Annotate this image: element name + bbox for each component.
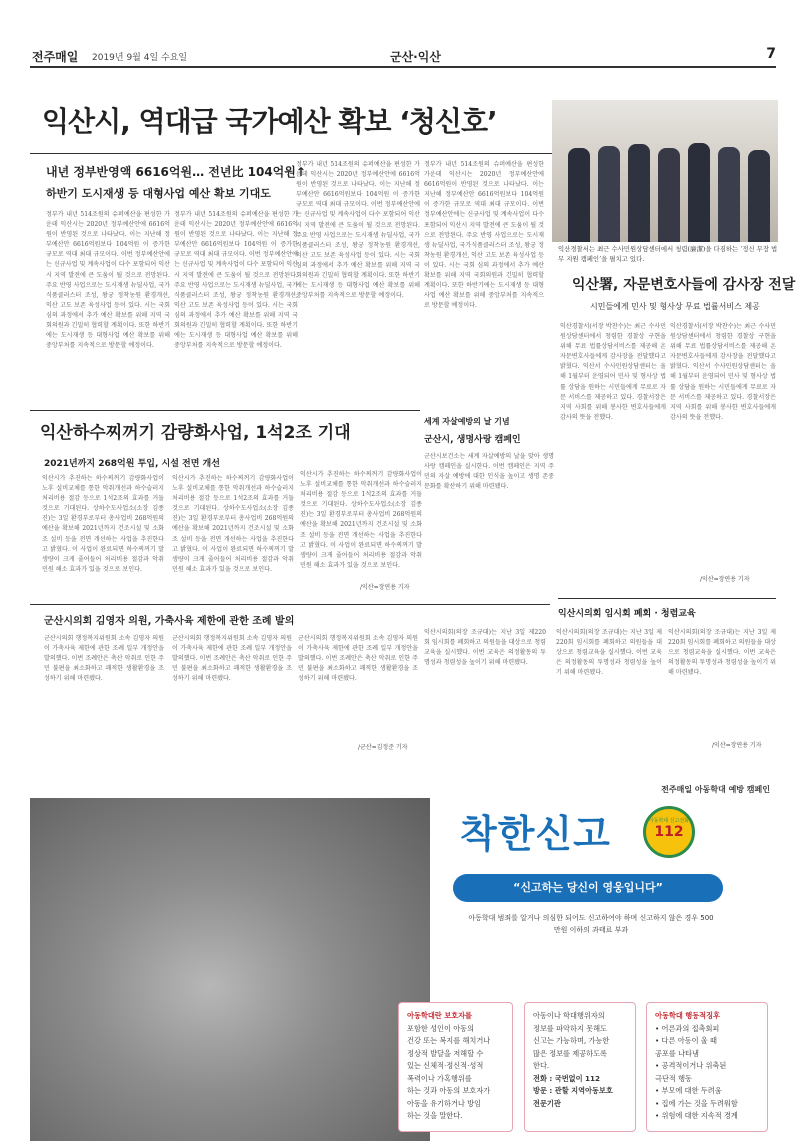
box2-line: 방문 : 관할 지역아동보호 (533, 1086, 613, 1095)
photo-person (688, 143, 710, 242)
ad-box-signs (646, 1002, 768, 1132)
lawyer-subhead: 시민들에게 민사 및 형사상 무료 법률서비스 제공 (590, 302, 760, 311)
lawyer-byline: /익산=장연용 기자 (700, 576, 750, 583)
sewer-article-col-2: 익산시가 추진하는 하수찌꺼기 감량화사업이 노후 설비교체를 통한 악취개선과 하수슬러지 처리비용 절감 등으로 1석2조의 효과를 거둘 것으로 기대된다. 상하수도사업소(소장 김종진)는 3일 환경부로부터 총사업비 268억원의 예산을 확보해 2021년까지 건조시설 및 소화조 설비 등을 전면 개선하는 사업을 추진한다고 밝혔다. 이 사업이 완료되면 하수찌꺼기 발생량이 크게 줄어들어 처리비용 절감과 악취 민원 해소 효과가 있을 것으로 보인다. (172, 475, 294, 573)
ad-title: 착한신고 (460, 812, 611, 856)
education-article-col-2: 익산시의회(의장 조규대)는 지난 3일 제220회 임시회를 폐회하고 의원들을 대상으로 청렴교육을 실시했다. 이번 교육은 의정활동의 투명성과 청렴성을 높이기 위해 마련됐다. (556, 629, 662, 677)
photo-person (598, 146, 620, 242)
box1-line: 포함한 성인이 아동의 (407, 1023, 475, 1033)
education-article-col-1: 익산시의회(의장 조규대)는 지난 3일 제220회 임시회를 폐회하고 의원들을 대상으로 청렴교육을 실시했다. 이번 교육은 의정활동의 투명성과 청렴성을 높이기 위해 마련됐다. (424, 629, 546, 667)
sewer-subhead: 2021년까지 268억원 투입, 시설 전면 개선 (44, 459, 220, 469)
campaign-article: 군산시보건소는 세계 자살예방의 날을 맞아 생명사랑 캠페인을 실시한다. 이번 캠페인은 지역 주민의 자살 예방에 대한 인식을 높이고 생명 존중 문화를 확산하기 위해 마련됐다. (424, 453, 554, 491)
box1-line: 하는 것을 말한다. (407, 1111, 463, 1120)
sewer-byline: /익산=장연용 기자 (360, 584, 410, 591)
box2-line: 전문기관 (533, 1098, 561, 1108)
ad-box-report (524, 1002, 636, 1132)
education-article-col-3: 익산시의회(의장 조규대)는 지난 3일 제220회 임시회를 폐회하고 의원들을 대상으로 청렴교육을 실시했다. 이번 교육은 의정활동의 투명성과 청렴성을 높이기 위해 마련됐다. (668, 629, 776, 677)
lawyer-headline: 익산署, 자문변호사들에 감사장 전달 (572, 277, 796, 293)
hotline-badge (643, 806, 695, 858)
box1-line: 폭력이나 가혹행위를 (407, 1073, 472, 1083)
lawyer-article-col-1: 익산경찰서(서장 박찬수)는 최근 수사민원상담센터에서 청렴한 경찰상 구현을 위해 무료 법률상담서비스를 제공해 온 자문변호사들에게 감사장을 전달했다고 밝혔다. 익산서 수사민원상담센터는 올해 1월부터 운영되어 민사 및 형사상 법률 상담을 원하는 시민들에게 무료로 자문 서비스를 제공하고 있다. 경찰서장은 지역 사회를 위해 봉사한 변호사들에게 감사의 뜻을 전했다. (560, 323, 666, 421)
main-subhead: 내년 정부반영액 6616억원… 전년比 104억원↑ (46, 165, 306, 179)
council-article-col-3: 군산시의회 행정복지위원회 소속 김영자 의원이 가축사육 제한에 관한 조례 일부 개정안을 발의했다. 이번 조례안은 축산 악취로 인한 주민 불편을 최소화하고 쾌적한 생활환경을 조성하기 위해 마련됐다. (298, 635, 418, 683)
main-article-col-2: 정부가 내년 514조원의 슈퍼예산을 편성한 가운데 익산시는 2020년 정부예산안에 6616억원이 반영된 것으로 나타났다. 이는 지난해 정부예산안 6616억원보다 104억원 이 증가한 규모로 역대 최대 규모이다. 이번 정부예산안에는 신규사업 및 계속사업이 다수 포함되어 익산시 지역 발전에 큰 도움이 될 것으로 전망된다. 주요 반영 사업으로는 도시재생 뉴딜사업, 국가식품클러스터 조성, 왕궁 정착농원 환경개선, 익산 고도 보존 육성사업 등이 있다. 시는 국회 심의 과정에서 추가 예산 확보를 위해 지역 국회의원과 긴밀히 협력할 계획이다. 또한 하반기에는 도시재생 등 대형사업 예산 확보를 위해 중앙부처를 지속적으로 방문할 예정이다. (174, 211, 298, 350)
main-article-col-1: 정부가 내년 514조원의 슈퍼예산을 편성한 가운데 익산시는 2020년 정부예산안에 6616억원이 반영된 것으로 나타났다. 이는 지난해 정부예산안 6616억원보다 104억원 이 증가한 규모로 역대 최대 규모이다. 이번 정부예산안에는 신규사업 및 계속사업이 다수 포함되어 익산시 지역 발전에 큰 도움이 될 것으로 전망된다. 주요 반영 사업으로는 도시재생 뉴딜사업, 국가식품클러스터 조성, 왕궁 정착농원 환경개선, 익산 고도 보존 육성사업 등이 있다. 시는 국회 심의 과정에서 추가 예산 확보를 위해 지역 국회의원과 긴밀히 협력할 계획이다. 또한 하반기에는 도시재생 등 대형사업 예산 확보를 위해 중앙부처를 지속적으로 방문할 예정이다. (46, 211, 170, 350)
ad-sponsor: 전주매일 아동학대 예방 캠페인 (661, 785, 770, 794)
ad-box-definition (398, 1002, 513, 1132)
lawyer-article-col-2: 익산경찰서(서장 박찬수)는 최근 수사민원상담센터에서 청렴한 경찰상 구현을 위해 무료 법률상담서비스를 제공해 온 자문변호사들에게 감사장을 전달했다고 밝혔다. 익산서 수사민원상담센터는 올해 1월부터 운영되어 민사 및 형사상 법률 상담을 원하는 시민들에게 무료로 자문 서비스를 제공하고 있다. 경찰서장은 지역 사회를 위해 봉사한 변호사들에게 감사의 뜻을 전했다. (670, 323, 776, 421)
campaign-headline: 군산시, 생명사랑 캠페인 (424, 435, 521, 445)
box3-line: • 위험에 대한 지속적 경계 (655, 1111, 738, 1120)
council-article-col-1: 군산시의회 행정복지위원회 소속 김영자 의원이 가축사육 제한에 관한 조례 일부 개정안을 발의했다. 이번 조례안은 축산 악취로 인한 주민 불편을 최소화하고 쾌적한 생활환경을 조성하기 위해 마련됐다. (44, 635, 164, 683)
box1-line: 있는 신체적·정신적·성적 (407, 1061, 484, 1070)
main-article-col-4: 정부가 내년 514조원의 슈퍼예산을 편성한 가운데 익산시는 2020년 정부예산안에 6616억원이 반영된 것으로 나타났다. 이는 지난해 정부예산안 6616억원보다 104억원 이 증가한 규모로 역대 최대 규모이다. 이번 정부예산안에는 신규사업 및 계속사업이 다수 포함되어 익산시 지역 발전에 큰 도움이 될 것으로 전망된다. 주요 반영 사업으로는 도시재생 뉴딜사업, 국가식품클러스터 조성, 왕궁 정착농원 환경개선, 익산 고도 보존 육성사업 등이 있다. 시는 국회 심의 과정에서 추가 예산 확보를 위해 지역 국회의원과 긴밀히 협력할 계획이다. 또한 하반기에는 도시재생 등 대형사업 예산 확보를 위해 중앙부처를 지속적으로 방문할 예정이다. (424, 161, 544, 310)
photo-person (748, 150, 770, 242)
page-number: 7 (766, 46, 776, 62)
council-byline: /군산=김정준 기자 (358, 744, 408, 751)
sewer-article-col-3: 익산시가 추진하는 하수찌꺼기 감량화사업이 노후 설비교체를 통한 악취개선과 하수슬러지 처리비용 절감 등으로 1석2조의 효과를 거둘 것으로 기대된다. 상하수도사업소(소장 김종진)는 3일 환경부로부터 총사업비 268억원의 예산을 확보해 2021년까지 건조시설 및 소화조 설비 등을 전면 개선하는 사업을 추진한다고 밝혔다. 이 사업이 완료되면 하수찌꺼기 발생량이 크게 줄어들어 처리비용 절감과 악취 민원 해소 효과가 있을 것으로 보인다. (300, 471, 422, 569)
box2-line: 정보를 파악하지 못해도 (533, 1023, 608, 1033)
newspaper-brand: 전주매일 (32, 50, 79, 64)
box3-line: • 어른과의 접촉회피 (655, 1023, 720, 1033)
box2-line: 아동이나 학대행위자의 (533, 1011, 605, 1020)
photo-person (628, 144, 650, 242)
box3-line: • 공격적이거나 위축된 (655, 1061, 727, 1070)
issue-date: 2019년 9월 4일 수요일 (92, 53, 188, 63)
ad-slogan: “신고하는 당신이 영웅입니다” (453, 874, 723, 902)
ad-photo (30, 798, 430, 1141)
council-rule (30, 604, 550, 605)
box3-line: • 다른 아동이 울 때 (655, 1036, 717, 1045)
box1-line: 아동을 유기하거나 방임 (407, 1098, 482, 1108)
main-headline: 익산시, 역대급 국가예산 확보 ‘청신호’ (42, 105, 497, 138)
education-headline: 익산시의회 임시회 폐회 · 청렴교육 (558, 609, 696, 619)
sewer-article-col-1: 익산시가 추진하는 하수찌꺼기 감량화사업이 노후 설비교체를 통한 악취개선과 하수슬러지 처리비용 절감 등으로 1석2조의 효과를 거둘 것으로 기대된다. 상하수도사업소(소장 김종진)는 3일 환경부로부터 총사업비 268억원의 예산을 확보해 2021년까지 건조시설 및 소화조 설비 등을 전면 개선하는 사업을 추진한다고 밝혔다. 이 사업이 완료되면 하수찌꺼기 발생량이 크게 줄어들어 처리비용 절감과 악취 민원 해소 효과가 있을 것으로 보인다. (42, 475, 164, 573)
headline-rule (30, 153, 600, 154)
sewer-headline: 익산하수찌꺼기 감량화사업, 1석2조 기대 (40, 423, 351, 443)
council-article-col-2: 군산시의회 행정복지위원회 소속 김영자 의원이 가축사육 제한에 관한 조례 일부 개정안을 발의했다. 이번 조례안은 축산 악취로 인한 주민 불편을 최소화하고 쾌적한 생활환경을 조성하기 위해 마련됐다. (172, 635, 292, 683)
campaign-kicker: 세계 자살예방의 날 기념 (424, 417, 510, 426)
photo-caption: 익산경찰서는 최근 수사민원상담센터에서 청렴(廉潔)을 다짐하는 ‘정신 무장 법무 지원 캠페인’을 펼치고 있다. (558, 245, 778, 263)
box3-line: 극단적 행동 (655, 1073, 693, 1083)
box1-line: 아동학대란 보호자를 (407, 1011, 472, 1020)
ad-notice: 아동학대 범죄를 알거나 의심한 되어도 신고하여야 하며 신고하지 않은 경우 500만원 이하의 과태료 부과 (468, 914, 714, 934)
box3-line: • 집에 가는 것을 두려워함 (655, 1098, 738, 1108)
photo-person (718, 147, 740, 242)
box2-line: 신고는 가능하며, 가능한 (533, 1036, 610, 1045)
box1-line: 정상적 발달을 저해할 수 (407, 1048, 484, 1058)
education-byline: /익산=장연용 기자 (712, 742, 762, 749)
badge-number: 112 (654, 824, 684, 840)
council-headline: 군산시의회 김영자 의원, 가축사육 제한에 관한 조례 발의 (44, 616, 295, 627)
badge-label: 아동학대 신고전화 (648, 818, 690, 824)
section-title: 군산·익산 (390, 50, 441, 64)
main-article-col-3: 정부가 내년 514조원의 슈퍼예산을 편성한 가운데 익산시는 2020년 정부예산안에 6616억원이 반영된 것으로 나타났다. 이는 지난해 정부예산안 6616억원보다 104억원 이 증가한 규모로 역대 최대 규모이다. 이번 정부예산안에는 신규사업 및 계속사업이 다수 포함되어 익산시 지역 발전에 큰 도움이 될 것으로 전망된다. 주요 반영 사업으로는 도시재생 뉴딜사업, 국가식품클러스터 조성, 왕궁 정착농원 환경개선, 익산 고도 보존 육성사업 등이 있다. 시는 국회 심의 과정에서 추가 예산 확보를 위해 지역 국회의원과 긴밀히 협력할 계획이다. 또한 하반기에는 도시재생 등 대형사업 예산 확보를 위해 중앙부처를 지속적으로 방문할 예정이다. (296, 161, 420, 300)
box1-line: 하는 것과 아동의 보호자가 (407, 1086, 491, 1095)
box1-line: 건강 또는 복지를 해치거나 (407, 1036, 491, 1045)
education-rule (558, 598, 776, 599)
page-header (30, 48, 776, 68)
sewer-rule (30, 410, 420, 411)
police-photo (552, 100, 778, 242)
photo-person (658, 148, 680, 242)
child-abuse-ad (30, 778, 776, 1141)
box3-line: 아동학대 행동적징후 (655, 1011, 720, 1020)
box2-line: 전화 : 국번없이 112 (533, 1073, 601, 1083)
box3-line: 공포를 나타냄 (655, 1048, 699, 1058)
box2-line: 한다. (533, 1061, 550, 1070)
photo-person (568, 148, 590, 242)
main-subhead-2: 하반기 도시재생 등 대형사업 예산 확보 기대도 (46, 187, 271, 200)
box3-line: • 부모에 대한 두려움 (655, 1086, 722, 1095)
box2-line: 많은 정보를 제공하도록 (533, 1048, 608, 1058)
